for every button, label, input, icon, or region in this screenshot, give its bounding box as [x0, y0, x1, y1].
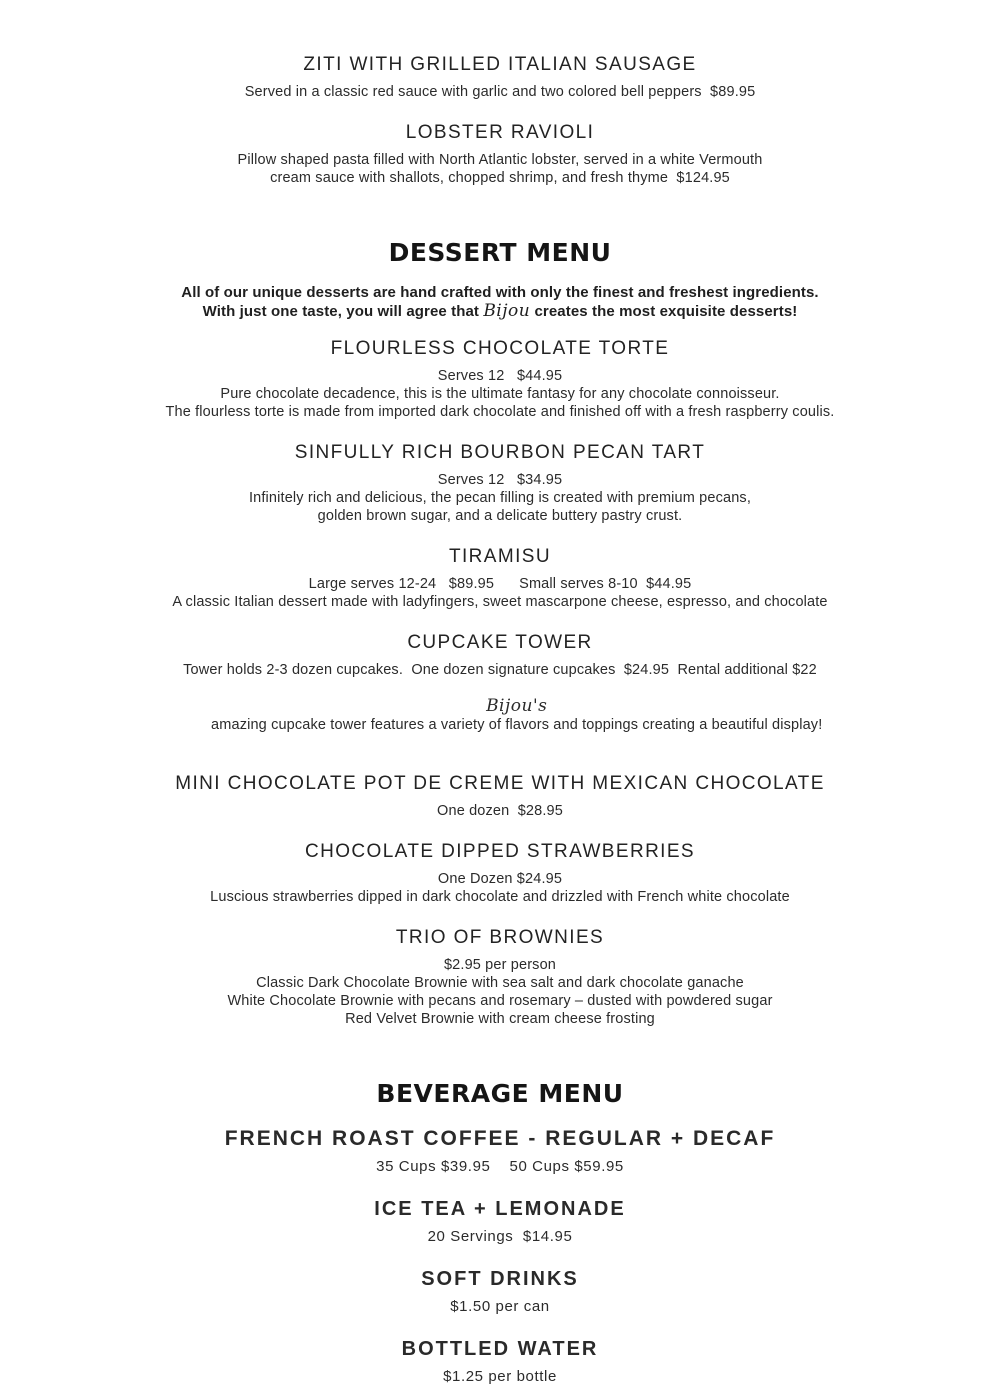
item-price-line: One dozen $28.95 [437, 803, 563, 819]
item-description-text: amazing cupcake tower features a variety of flavors and toppings creating a beautiful display! [211, 717, 823, 733]
item-description: golden brown sugar, and a delicate buttery pastry crust. [317, 508, 683, 524]
entree-section [0, 54, 1000, 187]
item-price-line: 20 Servings $14.95 [427, 1228, 573, 1245]
item-name: TIRAMISU [449, 546, 551, 567]
item-description: cream sauce with shallots, chopped shrimp, and fresh thyme $124.95 [270, 170, 730, 186]
item-name: FLOURLESS CHOCOLATE TORTE [330, 338, 670, 359]
item-description: Infinitely rich and delicious, the pecan filling is created with premium pecans, [248, 490, 752, 506]
item-price-line: $2.95 per person [443, 957, 557, 973]
item-description: Red Velvet Brownie with cream cheese frosting [345, 1011, 655, 1027]
menu-item-soft-drinks [0, 1268, 1000, 1316]
intro-line [0, 302, 1000, 321]
item-name: CHOCOLATE DIPPED STRAWBERRIES [304, 841, 696, 862]
menu-item-flourless-torte [0, 338, 1000, 421]
item-name: ZITI WITH GRILLED ITALIAN SAUSAGE [303, 54, 697, 75]
item-name: ICE TEA + LEMONADE [374, 1198, 626, 1220]
menu-item-tiramisu [0, 546, 1000, 611]
intro-line: All of our unique desserts are hand crafted with only the finest and freshest ingredients. [181, 284, 819, 301]
intro-text-pre: With just one taste, you will agree that [202, 303, 480, 320]
item-name: TRIO OF BROWNIES [395, 927, 605, 948]
item-price-line: One Dozen $24.95 [437, 871, 563, 887]
item-description: The flourless torte is made from imported dark chocolate and finished off with a fresh raspberry coulis. [165, 404, 835, 420]
menu-item-ice-tea-lemonade [0, 1198, 1000, 1246]
menu-item-bottled-water [0, 1338, 1000, 1386]
item-name: LOBSTER RAVIOLI [405, 122, 595, 143]
item-name: CUPCAKE TOWER [407, 632, 593, 653]
item-description: Pillow shaped pasta filled with North Atlantic lobster, served in a white Vermouth [237, 152, 763, 168]
item-price-line: Large serves 12-24 $89.95 Small serves 8-10 $44.95 [308, 576, 692, 592]
item-description [0, 679, 1000, 752]
item-description: Classic Dark Chocolate Brownie with sea salt and dark chocolate ganache [256, 975, 744, 991]
brand-script-word: Bijou [483, 301, 531, 321]
item-description: White Chocolate Brownie with pecans and rosemary – dusted with powdered sugar [227, 993, 773, 1009]
item-description: Pure chocolate decadence, this is the ultimate fantasy for any chocolate connoisseur. [220, 386, 780, 402]
beverage-menu-title: BEVERAGE MENU [376, 1079, 624, 1108]
item-name: MINI CHOCOLATE POT DE CREME WITH MEXICAN CHOCOLATE [175, 773, 825, 794]
item-price-line: $1.50 per can [450, 1298, 550, 1315]
item-price-line: Serves 12 $34.95 [437, 472, 563, 488]
item-name: SINFULLY RICH BOURBON PECAN TART [294, 442, 706, 463]
item-price-line: Serves 12 $44.95 [437, 368, 563, 384]
intro-text-post: creates the most exquisite desserts! [534, 303, 798, 320]
item-description: Luscious strawberries dipped in dark chocolate and drizzled with French white chocolate [210, 889, 790, 905]
beverage-section [0, 1128, 1000, 1386]
menu-item-pot-de-creme [0, 773, 1000, 820]
dessert-intro [0, 283, 1000, 321]
menu-item-french-roast-coffee [0, 1128, 1000, 1176]
menu-item-trio-of-brownies [0, 927, 1000, 1028]
menu-item-lobster-ravioli [0, 122, 1000, 187]
brand-script-word: Bijou's [486, 696, 548, 716]
item-price-line: 35 Cups $39.95 50 Cups $59.95 [376, 1158, 624, 1175]
menu-item-ziti [0, 54, 1000, 101]
dessert-menu-title: DESSERT MENU [388, 238, 612, 267]
item-description: Served in a classic red sauce with garlic and two colored bell peppers $89.95 [244, 84, 756, 100]
item-name: SOFT DRINKS [421, 1268, 579, 1290]
item-name: BOTTLED WATER [401, 1338, 599, 1360]
menu-item-pecan-tart [0, 442, 1000, 525]
item-price-line: $1.25 per bottle [443, 1368, 557, 1385]
item-name: FRENCH ROAST COFFEE - REGULAR + DECAF [224, 1127, 776, 1150]
menu-item-cupcake-tower [0, 632, 1000, 752]
dessert-section [0, 338, 1000, 1028]
item-price-line: Tower holds 2-3 dozen cupcakes. One dozen signature cupcakes $24.95 Rental additional $22 [183, 662, 817, 678]
item-description: A classic Italian dessert made with ladyfingers, sweet mascarpone cheese, espresso, and chocolate [172, 594, 828, 610]
menu-item-dipped-strawberries [0, 841, 1000, 906]
